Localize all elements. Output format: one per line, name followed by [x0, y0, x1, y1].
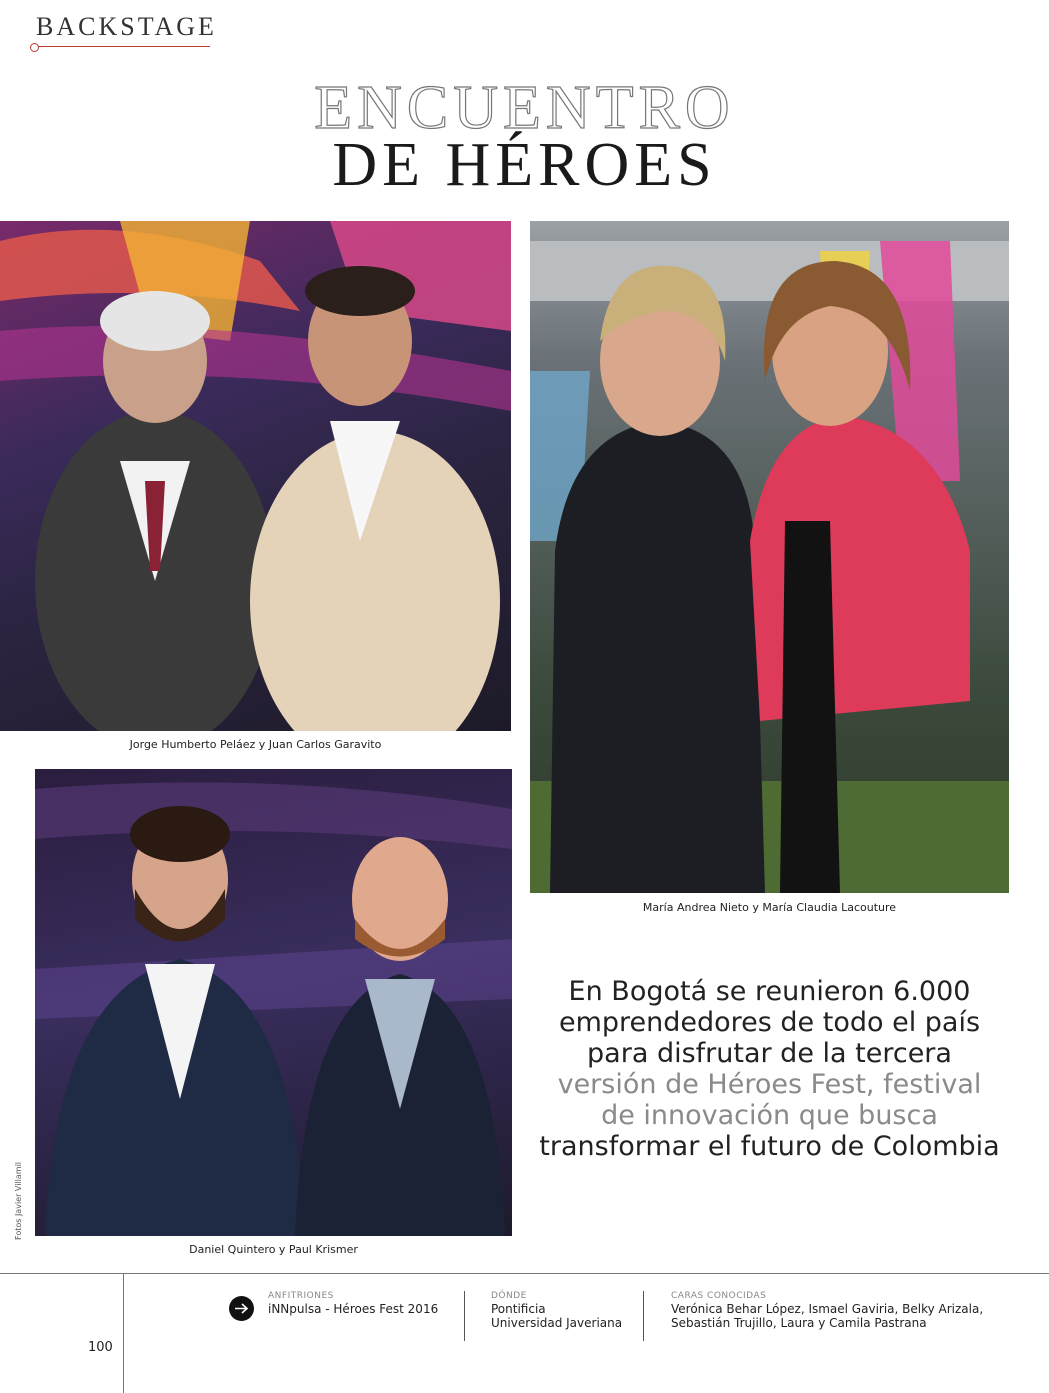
photo-pelaez-garavito — [0, 221, 511, 731]
footer-separator — [464, 1291, 465, 1341]
footer-hosts — [268, 1291, 438, 1316]
section-underline — [36, 46, 210, 47]
photo-credit: Fotos Javier Villamil — [14, 1161, 23, 1240]
caption-bottom-left: Daniel Quintero y Paul Krismer — [189, 1243, 358, 1256]
footer-where — [491, 1291, 622, 1330]
footer-vertical-divider — [123, 1273, 124, 1393]
where-label: DÓNDE — [491, 1291, 527, 1301]
photo-nieto-lacouture — [530, 221, 1009, 893]
hosts-value: iNNpulsa - Héroes Fest 2016 — [268, 1302, 439, 1316]
lead-paragraph — [530, 976, 1009, 1162]
headline-line-2: DE HÉROES — [332, 131, 717, 199]
faces-line-1: Verónica Behar López, Ismael Gaviria, Belky Arizala, — [671, 1302, 984, 1316]
lead-line-4: versión de Héroes Fest, festival — [557, 1069, 982, 1100]
where-line-1: Pontificia — [491, 1302, 546, 1316]
hosts-label: ANFITRIONES — [268, 1291, 334, 1301]
headline-line-1: ENCUENTRO — [314, 74, 735, 142]
section-dot-icon — [30, 43, 39, 52]
faces-line-2: Sebastián Trujillo, Laura y Camila Pastrana — [671, 1316, 927, 1330]
faces-label: CARAS CONOCIDAS — [671, 1291, 767, 1301]
page-number: 100 — [88, 1340, 113, 1355]
footer-known-faces — [671, 1291, 983, 1330]
lead-line-1: En Bogotá se reunieron 6.000 — [568, 976, 971, 1007]
footer-separator — [643, 1291, 644, 1341]
section-label: BACKSTAGE — [36, 12, 217, 41]
lead-line-5: de innovación que busca — [601, 1100, 938, 1131]
lead-line-6: transformar el futuro de Colombia — [539, 1131, 1000, 1162]
footer-divider — [0, 1273, 1049, 1274]
caption-right: María Andrea Nieto y María Claudia Lacouture — [642, 901, 897, 914]
where-line-2: Universidad Javeriana — [491, 1316, 623, 1330]
lead-line-3: para disfrutar de la tercera — [587, 1038, 952, 1069]
lead-line-2: emprendedores de todo el país — [558, 1007, 981, 1038]
caption-top-left: Jorge Humberto Peláez y Juan Carlos Garavito — [129, 738, 382, 751]
photo-quintero-krismer — [35, 769, 512, 1236]
arrow-right-icon — [229, 1296, 254, 1321]
